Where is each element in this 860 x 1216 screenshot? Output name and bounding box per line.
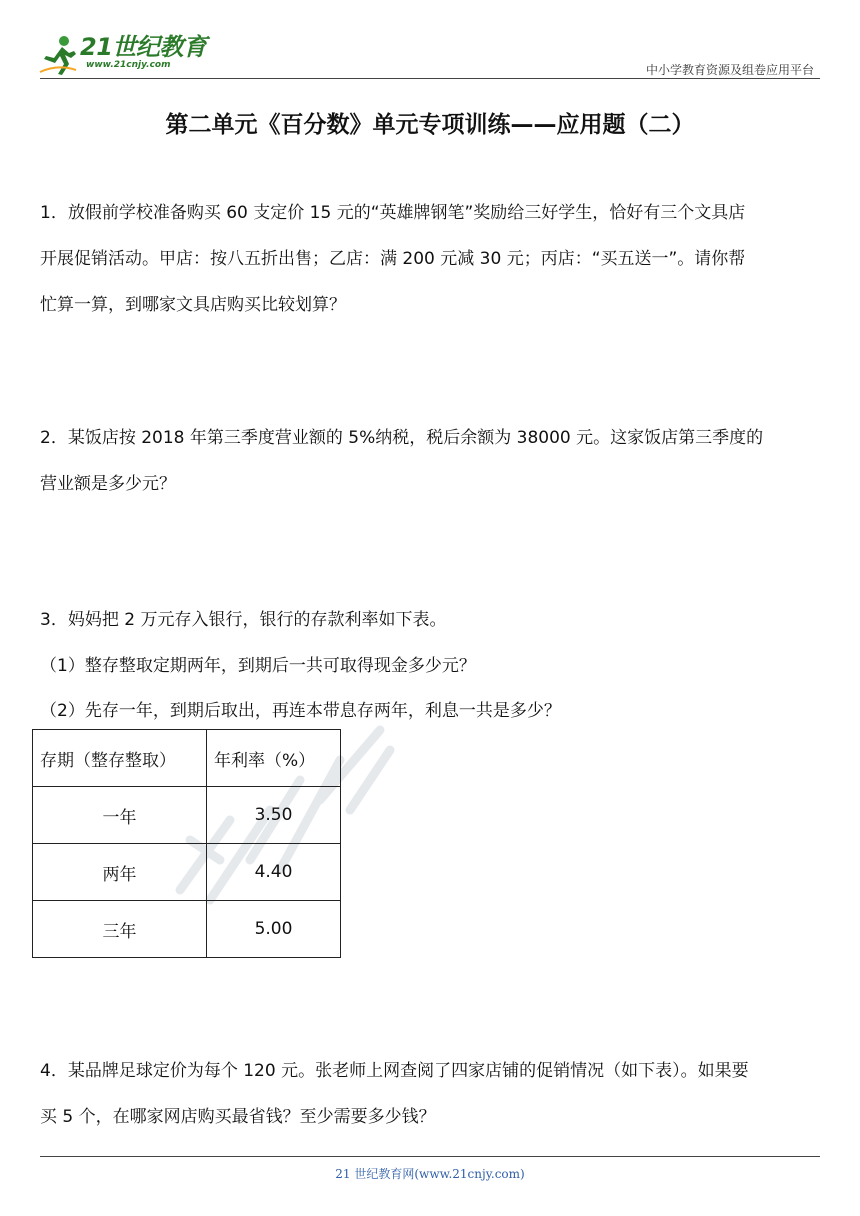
rate-cell: 3.50 <box>207 787 341 844</box>
question-2 <box>40 415 824 507</box>
header-divider <box>40 78 820 79</box>
table-header-row <box>33 730 341 787</box>
question-1 <box>40 190 824 328</box>
rate-cell: 4.40 <box>207 844 341 901</box>
logo-url: www.21cnjy.com <box>86 60 171 70</box>
question-2-line: 营业额是多少元？ <box>40 474 176 494</box>
footer-link[interactable]: 21 世纪教育网(www.21cnjy.com) <box>335 1167 525 1181</box>
page-header <box>0 0 860 80</box>
rate-cell: 5.00 <box>207 901 341 958</box>
platform-name: 中小学教育资源及组卷应用平台 <box>645 63 814 77</box>
footer-divider <box>40 1156 820 1157</box>
interest-rate-table <box>32 729 341 958</box>
question-1-line: 开展促销活动。甲店：按八五折出售；乙店：满 200 元减 30 元；丙店：“买五送一”。请你帮 <box>40 249 746 269</box>
table-header-cell: 年利率（%） <box>207 730 341 787</box>
question-4 <box>40 1048 824 1140</box>
runner-logo-icon <box>38 34 78 76</box>
document-title: 第二单元《百分数》单元专项训练——应用题（二） <box>165 112 695 138</box>
table-row <box>33 901 341 958</box>
question-2-line: 2．某饭店按 2018 年第三季度营业额的 5%纳税，税后余额为 38000 元。这家饭店第三季度的 <box>40 428 764 448</box>
logo-text: 21世纪教育 <box>80 33 207 61</box>
term-cell: 三年 <box>33 901 207 958</box>
question-1-line: 忙算一算，到哪家文具店购买比较划算？ <box>40 295 346 315</box>
question-1-line: 1．放假前学校准备购买 60 支定价 15 元的“英雄牌钢笔”奖励给三好学生，恰好有三个文具店 <box>40 203 746 223</box>
question-3-part-2: （2）先存一年，到期后取出，再连本带息存两年，利息一共是多少？ <box>40 701 561 721</box>
question-3-part-1: （1）整存整取定期两年，到期后一共可取得现金多少元？ <box>40 656 476 676</box>
question-4-line: 买 5 个，在哪家网店购买最省钱？至少需要多少钱？ <box>40 1107 436 1127</box>
question-3-intro: 3．妈妈把 2 万元存入银行，银行的存款利率如下表。 <box>40 610 447 630</box>
table-row <box>33 844 341 901</box>
table-header-cell: 存期（整存整取） <box>33 730 207 787</box>
site-logo[interactable] <box>38 34 206 76</box>
term-cell: 一年 <box>33 787 207 844</box>
question-4-line: 4．某品牌足球定价为每个 120 元。张老师上网查阅了四家店铺的促销情况（如下表）。如果要 <box>40 1061 749 1081</box>
table-row <box>33 787 341 844</box>
term-cell: 两年 <box>33 844 207 901</box>
